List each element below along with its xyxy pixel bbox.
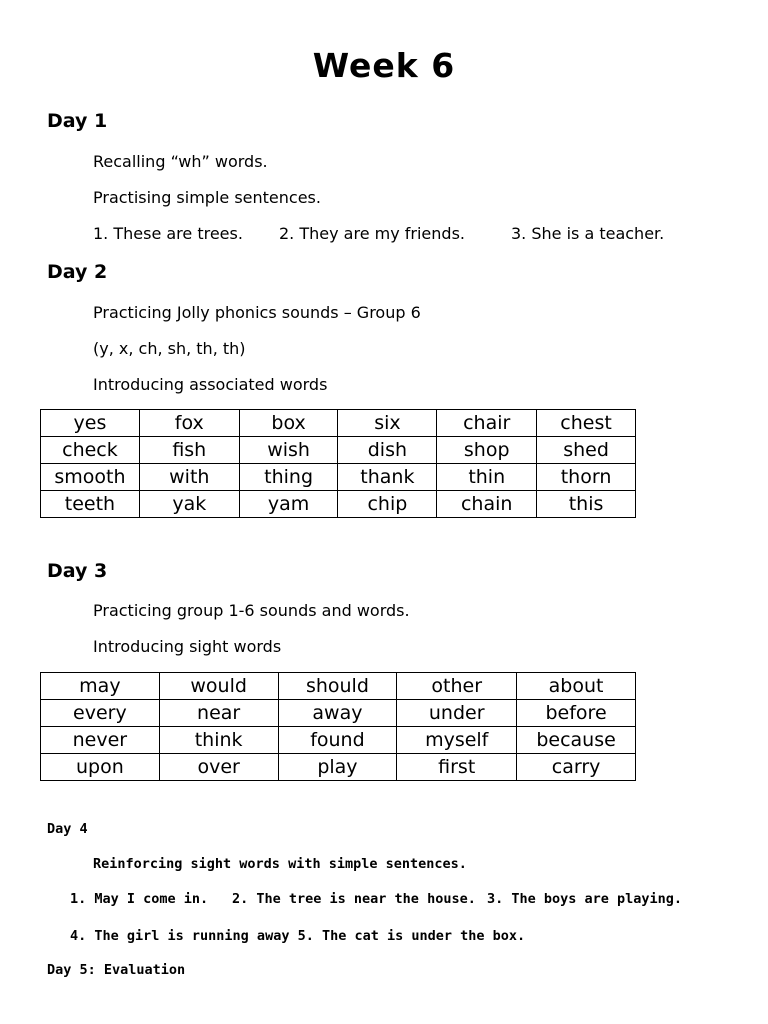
table-row [41,754,636,781]
word-cell: six [338,410,437,437]
word-cell: thorn [537,464,636,491]
day4-sentence-1: 1. May I come in. [70,891,209,907]
day1-heading: Day 1 [47,110,108,132]
table-row [41,464,636,491]
word-cell: think [159,727,278,754]
day4-sentence-2: 2. The tree is near the house. [232,891,476,907]
day2-line-2: (y, x, ch, sh, th, th) [93,339,246,358]
word-cell: dish [338,437,437,464]
table-row [41,673,636,700]
word-cell: other [397,673,517,700]
day2-line-1: Practicing Jolly phonics sounds – Group 6 [93,303,421,322]
day4-heading: Day 4 [47,821,88,837]
word-cell: first [397,754,517,781]
word-cell: check [41,437,140,464]
day1-sentence-2: 2. They are my friends. [279,224,465,243]
table-row [41,410,636,437]
word-cell: teeth [41,491,140,518]
word-cell: thin [437,464,537,491]
word-cell: under [397,700,517,727]
page-title: Week 6 [312,46,456,85]
word-cell: would [159,673,278,700]
day4-sentence-3: 3. The boys are playing. [487,891,683,907]
day2-heading: Day 2 [47,261,108,283]
word-cell: because [517,727,636,754]
day1-sentence-3: 3. She is a teacher. [511,224,665,243]
word-cell: yak [139,491,239,518]
word-cell: smooth [41,464,140,491]
day2-line-3: Introducing associated words [93,375,328,394]
word-cell: chip [338,491,437,518]
word-cell: fish [139,437,239,464]
day4-intro: Reinforcing sight words with simple sentences. [93,856,467,872]
word-cell: chair [437,410,537,437]
word-cell: found [278,727,397,754]
table-row [41,491,636,518]
sight-word-table [40,672,636,781]
table-row [41,700,636,727]
table-row [41,727,636,754]
word-cell: upon [41,754,160,781]
day5-heading: Day 5: Evaluation [47,962,186,978]
word-cell: near [159,700,278,727]
word-cell: chain [437,491,537,518]
word-cell: thank [338,464,437,491]
word-cell: over [159,754,278,781]
word-cell: shed [537,437,636,464]
phonics-word-table [40,409,636,518]
day3-heading: Day 3 [47,560,108,582]
word-cell: fox [139,410,239,437]
word-cell: every [41,700,160,727]
word-cell: should [278,673,397,700]
table-row [41,437,636,464]
word-cell: yam [239,491,338,518]
day1-line-2: Practising simple sentences. [93,188,321,207]
word-cell: may [41,673,160,700]
day3-line-2: Introducing sight words [93,637,282,656]
day1-line-1: Recalling “wh” words. [93,152,268,171]
word-cell: shop [437,437,537,464]
day1-sentence-1: 1. These are trees. [93,224,243,243]
word-cell: this [537,491,636,518]
word-cell: about [517,673,636,700]
word-cell: chest [537,410,636,437]
word-cell: yes [41,410,140,437]
word-cell: myself [397,727,517,754]
word-cell: box [239,410,338,437]
day3-line-1: Practicing group 1-6 sounds and words. [93,601,410,620]
word-cell: before [517,700,636,727]
word-cell: never [41,727,160,754]
word-cell: carry [517,754,636,781]
word-cell: wish [239,437,338,464]
day4-sentence-row2: 4. The girl is running away 5. The cat is under the box. [70,928,526,944]
word-cell: away [278,700,397,727]
word-cell: thing [239,464,338,491]
word-cell: with [139,464,239,491]
word-cell: play [278,754,397,781]
